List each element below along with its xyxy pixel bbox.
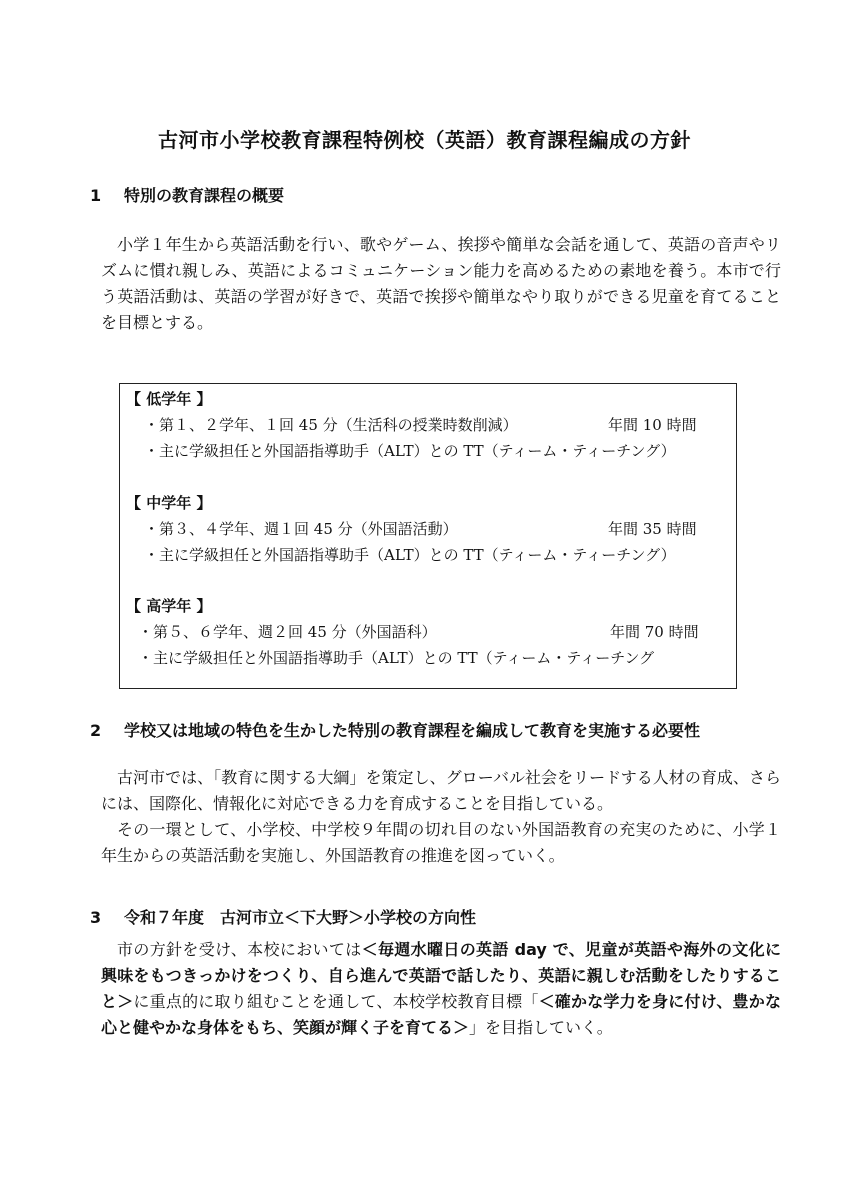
section-3-body xyxy=(101,937,781,1041)
section-3-heading xyxy=(90,905,476,928)
section-1-heading xyxy=(90,183,284,206)
section-3-paragraph xyxy=(101,937,781,1041)
grade-group-header: 【 中学年 】 xyxy=(126,494,212,512)
grade-group-line: ・第５、６学年、週２回 45 分（外国語科） xyxy=(138,623,437,641)
section-3-text-1: 市の方針を受け、本校においては xyxy=(117,940,362,959)
grade-group-header: 【 高学年 】 xyxy=(126,597,212,615)
section-3-text-3: 」を目指していく。 xyxy=(469,1018,613,1037)
section-3-school-goal: ＜確かな学力を身に付け、豊かな心と健やかな身体をもち、笑顔が輝く子を育てる＞ xyxy=(101,992,781,1037)
grade-group-line: ・第１、２学年、１回 45 分（生活科の授業時数削減） xyxy=(144,416,518,434)
grade-group-hours: 年間 70 時間 xyxy=(610,623,699,641)
section-3-text-2: に重点的に取り組むことを通して、本校学校教育目標「 xyxy=(133,992,539,1011)
section-1-title: 特別の教育課程の概要 xyxy=(124,186,285,205)
section-1-paragraph: 小学１年生から英語活動を行い、歌やゲーム、挨拶や簡単な会話を通して、英語の音声やリズムに慣れ親しみ、英語によるコミュニケーション能力を高めるための素地を養う。本市で行う英語活動は、英語の学習が好きで、英語で挨拶や簡単なやり取りができる児童を育てることを目標とする。 xyxy=(101,235,781,332)
grade-group-line: ・第３、４学年、週１回 45 分（外国語活動） xyxy=(144,520,458,538)
section-2-paragraph-1: 古河市では、「教育に関する大綱」を策定し、グローバル社会をリードする人材の育成、さらには、国際化、情報化に対応できる力を育成することを目指している。 xyxy=(101,768,781,813)
grade-group-lower xyxy=(126,386,697,464)
grade-group-upper xyxy=(126,593,699,671)
section-1-number: 1 xyxy=(90,186,102,205)
section-3-title: 令和７年度 古河市立＜下大野＞小学校の方向性 xyxy=(124,908,477,927)
section-2-paragraph-2: その一環として、小学校、中学校９年間の切れ目のない外国語教育の充実のために、小学１年生からの英語活動を実施し、外国語教育の推進を図っていく。 xyxy=(101,820,781,865)
grade-group-line: ・主に学級担任と外国語指導助手（ALT）との TT（ティーム・ティーチング） xyxy=(144,546,676,564)
document-title: 古河市小学校教育課程特例校（英語）教育課程編成の方針 xyxy=(158,128,691,152)
grade-summary-box xyxy=(119,383,737,689)
grade-group-header: 【 低学年 】 xyxy=(126,390,212,408)
grade-group-hours: 年間 10 時間 xyxy=(608,416,697,434)
grade-group-line: ・主に学級担任と外国語指導助手（ALT）との TT（ティーム・ティーチング xyxy=(138,649,655,667)
grade-group-hours: 年間 35 時間 xyxy=(608,520,697,538)
section-2-body xyxy=(101,765,781,869)
section-2-heading xyxy=(90,718,700,741)
grade-group-middle xyxy=(126,490,697,568)
section-1-body xyxy=(101,232,781,336)
section-3-number: 3 xyxy=(90,908,102,927)
section-2-title: 学校又は地域の特色を生かした特別の教育課程を編成して教育を実施する必要性 xyxy=(124,721,701,740)
section-3-focus-text: ＜毎週水曜日の英語 day で、児童が英語や海外の文化に興味をもつきっかけをつくり、自ら進んで英語で話したり、英語に親しむ活動をしたりすること＞ xyxy=(101,940,781,1011)
grade-group-line: ・主に学級担任と外国語指導助手（ALT）との TT（ティーム・ティーチング） xyxy=(144,442,676,460)
section-2-number: 2 xyxy=(90,721,102,740)
